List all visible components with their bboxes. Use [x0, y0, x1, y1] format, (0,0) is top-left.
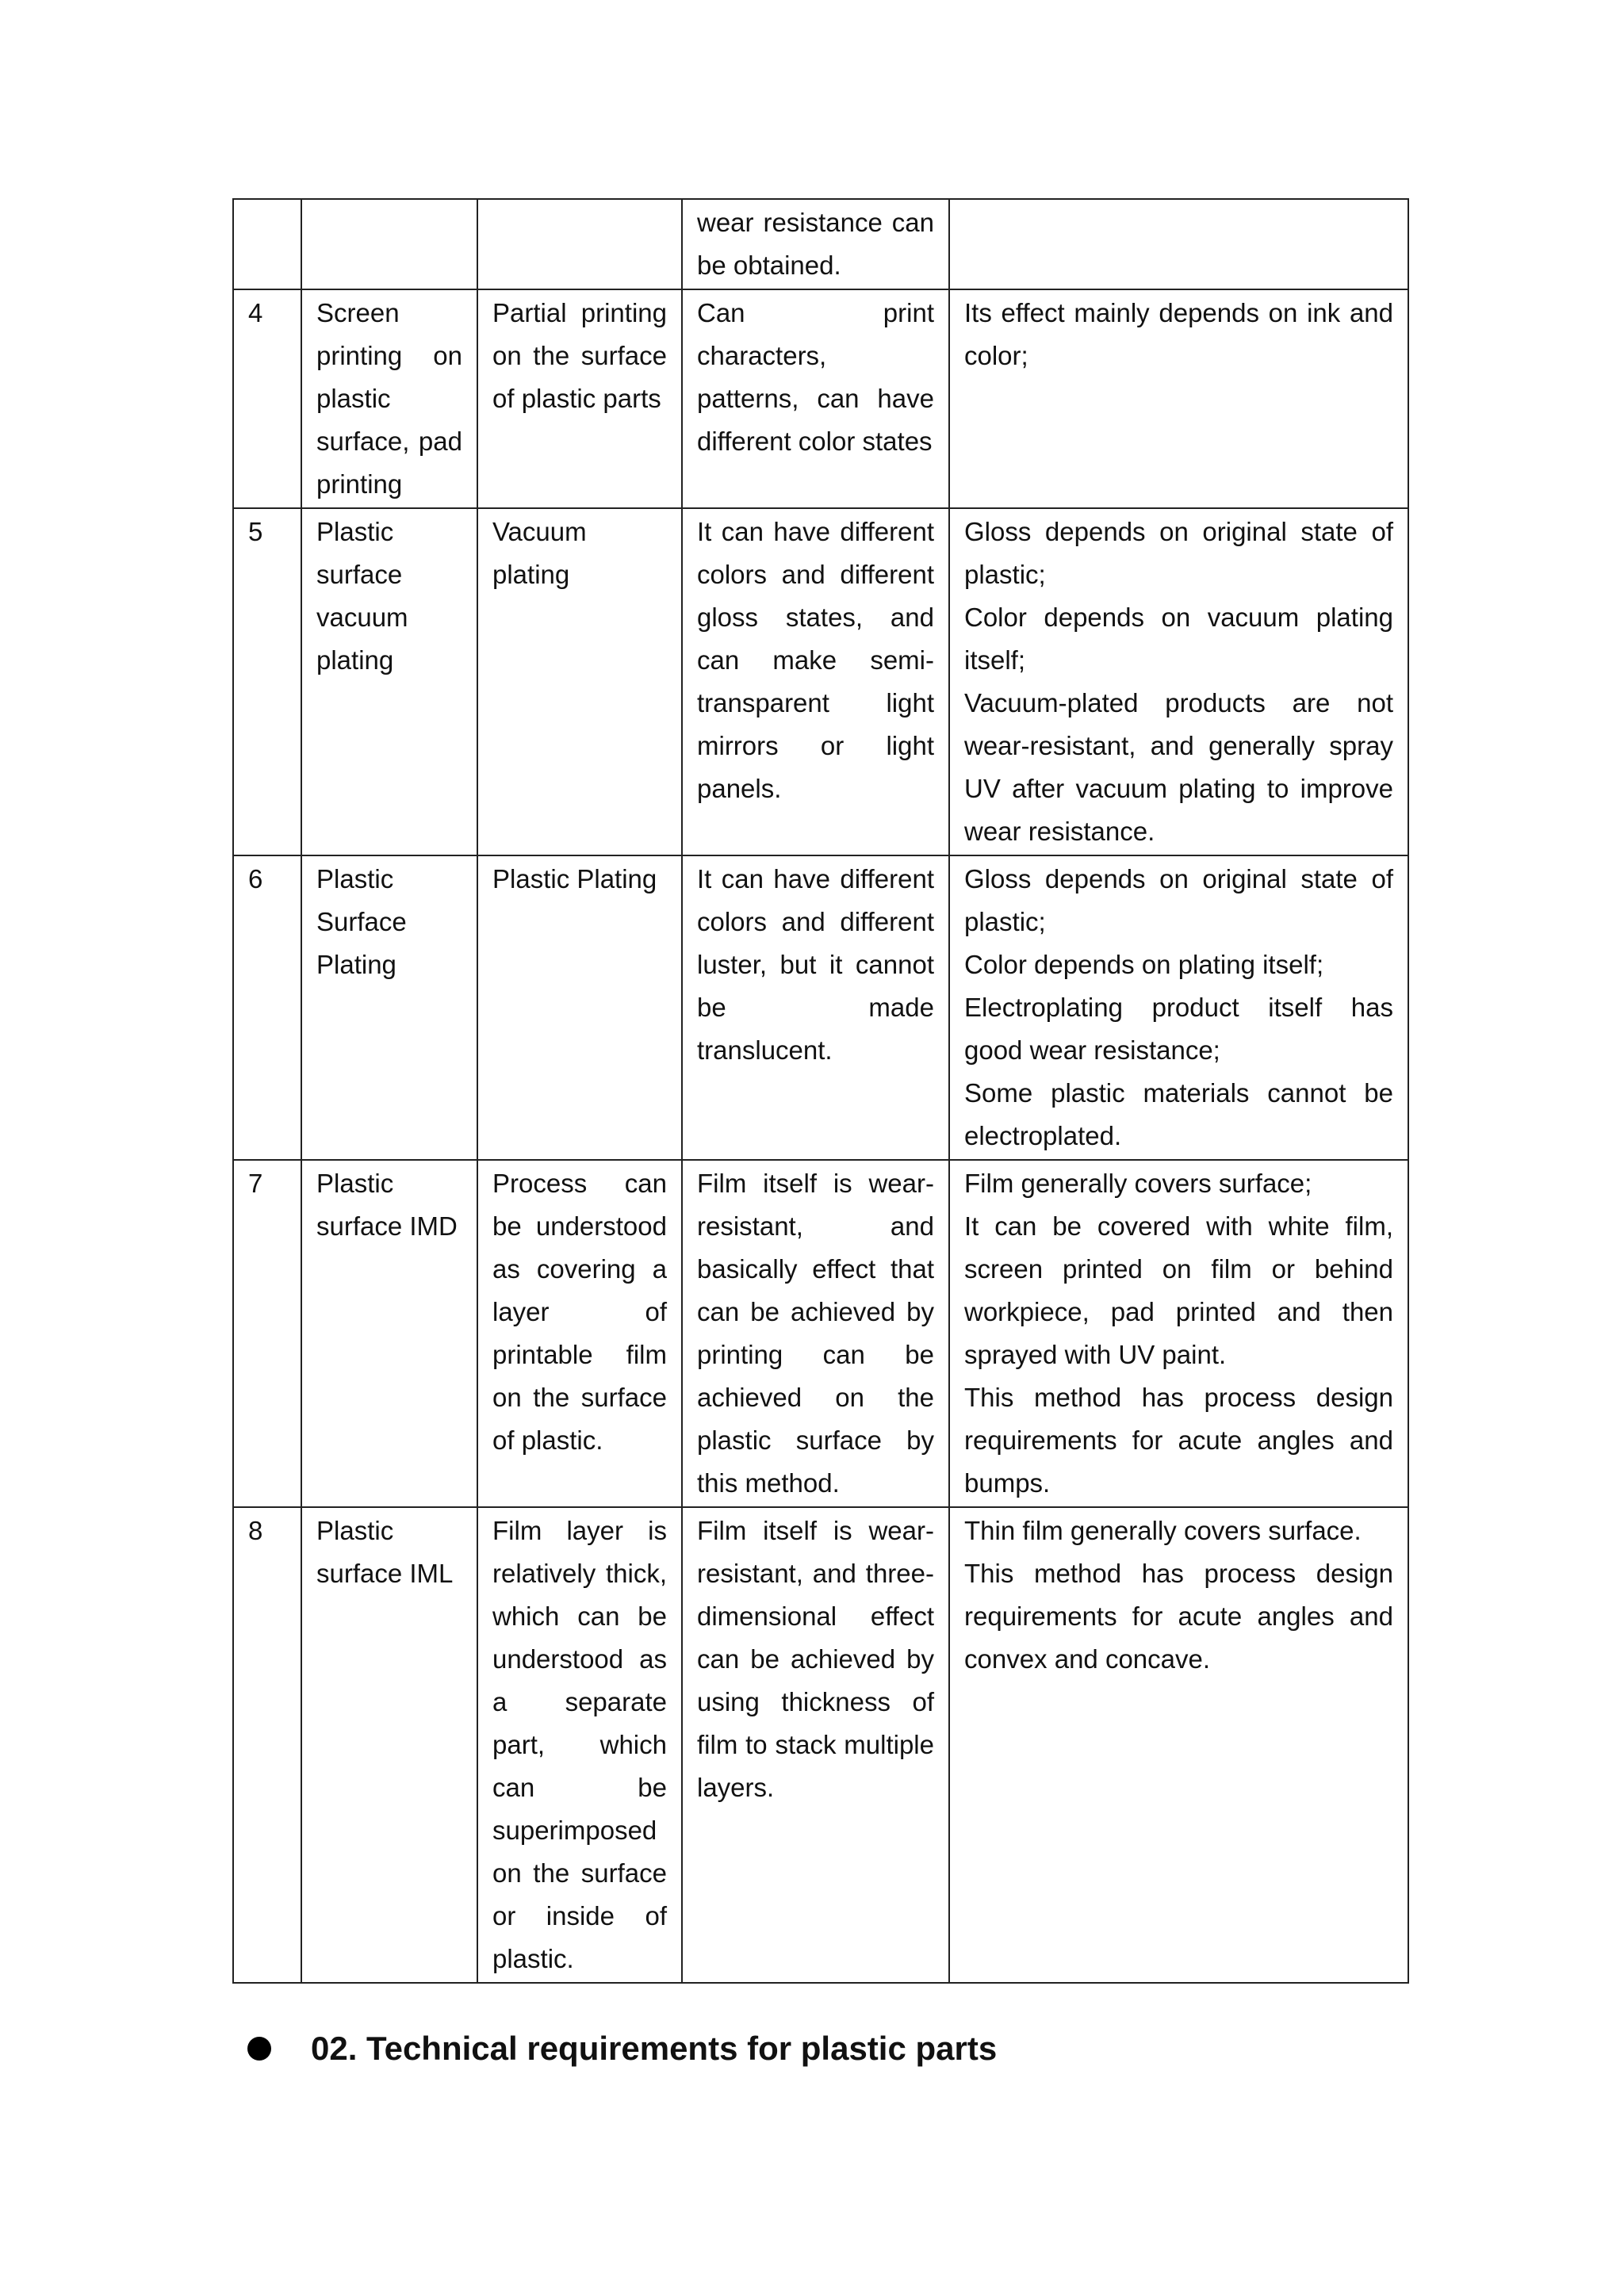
cell-name: [301, 199, 477, 289]
cell-name: Plastic surface IML: [301, 1507, 477, 1983]
cell-name: Plastic surface vacuum plating: [301, 508, 477, 855]
section-heading-text: 02. Technical requirements for plastic parts: [311, 2030, 998, 2067]
cell-notes: [949, 508, 1408, 855]
cell-name: Plastic Surface Plating: [301, 855, 477, 1160]
cell-notes: [949, 1507, 1408, 1983]
note-line: It can be covered with white film, screen printed on film or behind workpiece, pad printed and then sprayed with UV paint.: [964, 1211, 1393, 1369]
table-row: [233, 289, 1408, 508]
cell-effect: [682, 855, 949, 1160]
effect-line: It can have different colors and different luster, but it cannot be made translucent.: [697, 864, 934, 1065]
cell-effect: [682, 289, 949, 508]
note-line: Electroplating product itself has good wear resistance;: [964, 993, 1393, 1065]
cell-notes: [949, 289, 1408, 508]
cell-number: 7: [233, 1160, 301, 1507]
note-line: This method has process design requirements for acute angles and convex and concave.: [964, 1559, 1393, 1674]
table-row: [233, 1160, 1408, 1507]
note-line: Gloss depends on original state of plastic;: [964, 864, 1393, 936]
cell-process: Film layer is relatively thick, which can be understood as a separate part, which can be superimposed on the surface or inside of plastic.: [477, 1507, 682, 1983]
cell-effect: [682, 508, 949, 855]
note-line: This method has process design requirements for acute angles and bumps.: [964, 1383, 1393, 1498]
table-row: [233, 855, 1408, 1160]
cell-number: [233, 199, 301, 289]
table-row: [233, 1507, 1408, 1983]
cell-number: 4: [233, 289, 301, 508]
note-line: Vacuum-plated products are not wear-resistant, and generally spray UV after vacuum plating to improve wear resistance.: [964, 688, 1393, 846]
cell-number: 8: [233, 1507, 301, 1983]
cell-effect: [682, 199, 949, 289]
effect-line: Film itself is wear-resistant, and basically effect that can be achieved by printing can be achieved on the plastic surface by this method.: [697, 1169, 934, 1498]
note-line: Its effect mainly depends on ink and color;: [964, 298, 1393, 370]
cell-effect: [682, 1160, 949, 1507]
note-line: Film generally covers surface;: [964, 1169, 1312, 1198]
cell-notes: [949, 199, 1408, 289]
note-line: Thin film generally covers surface.: [964, 1516, 1362, 1545]
effect-line: It can have different colors and different gloss states, and can make semi-transparent light mirrors or light panels.: [697, 517, 934, 803]
cell-name: Plastic surface IMD: [301, 1160, 477, 1507]
cell-name: Screen printing on plastic surface, pad printing: [301, 289, 477, 508]
bullet-icon: [247, 2037, 271, 2061]
note-line: Color depends on vacuum plating itself;: [964, 603, 1393, 675]
cell-effect: [682, 1507, 949, 1983]
note-line: Color depends on plating itself;: [964, 950, 1324, 979]
cell-notes: [949, 855, 1408, 1160]
cell-process: Vacuum plating: [477, 508, 682, 855]
note-line: Gloss depends on original state of plastic;: [964, 517, 1393, 589]
cell-notes: [949, 1160, 1408, 1507]
cell-process: Plastic Plating: [477, 855, 682, 1160]
cell-number: 5: [233, 508, 301, 855]
table-row: [233, 508, 1408, 855]
cell-number: 6: [233, 855, 301, 1160]
effect-line: Film itself is wear-resistant, and three-dimensional effect can be achieved by using thickness of film to stack multiple layers.: [697, 1516, 934, 1802]
cell-process: [477, 199, 682, 289]
cell-process: Process can be understood as covering a layer of printable film on the surface of plastic.: [477, 1160, 682, 1507]
section-heading: [247, 2030, 997, 2068]
table-row: [233, 199, 1408, 289]
effect-line: Can print characters, patterns, can have different color states: [697, 298, 934, 456]
cell-process: Partial printing on the surface of plastic parts: [477, 289, 682, 508]
note-line: Some plastic materials cannot be electroplated.: [964, 1078, 1393, 1150]
effect-line: wear resistance can be obtained.: [697, 208, 934, 280]
surface-treatment-table: [232, 198, 1409, 1984]
